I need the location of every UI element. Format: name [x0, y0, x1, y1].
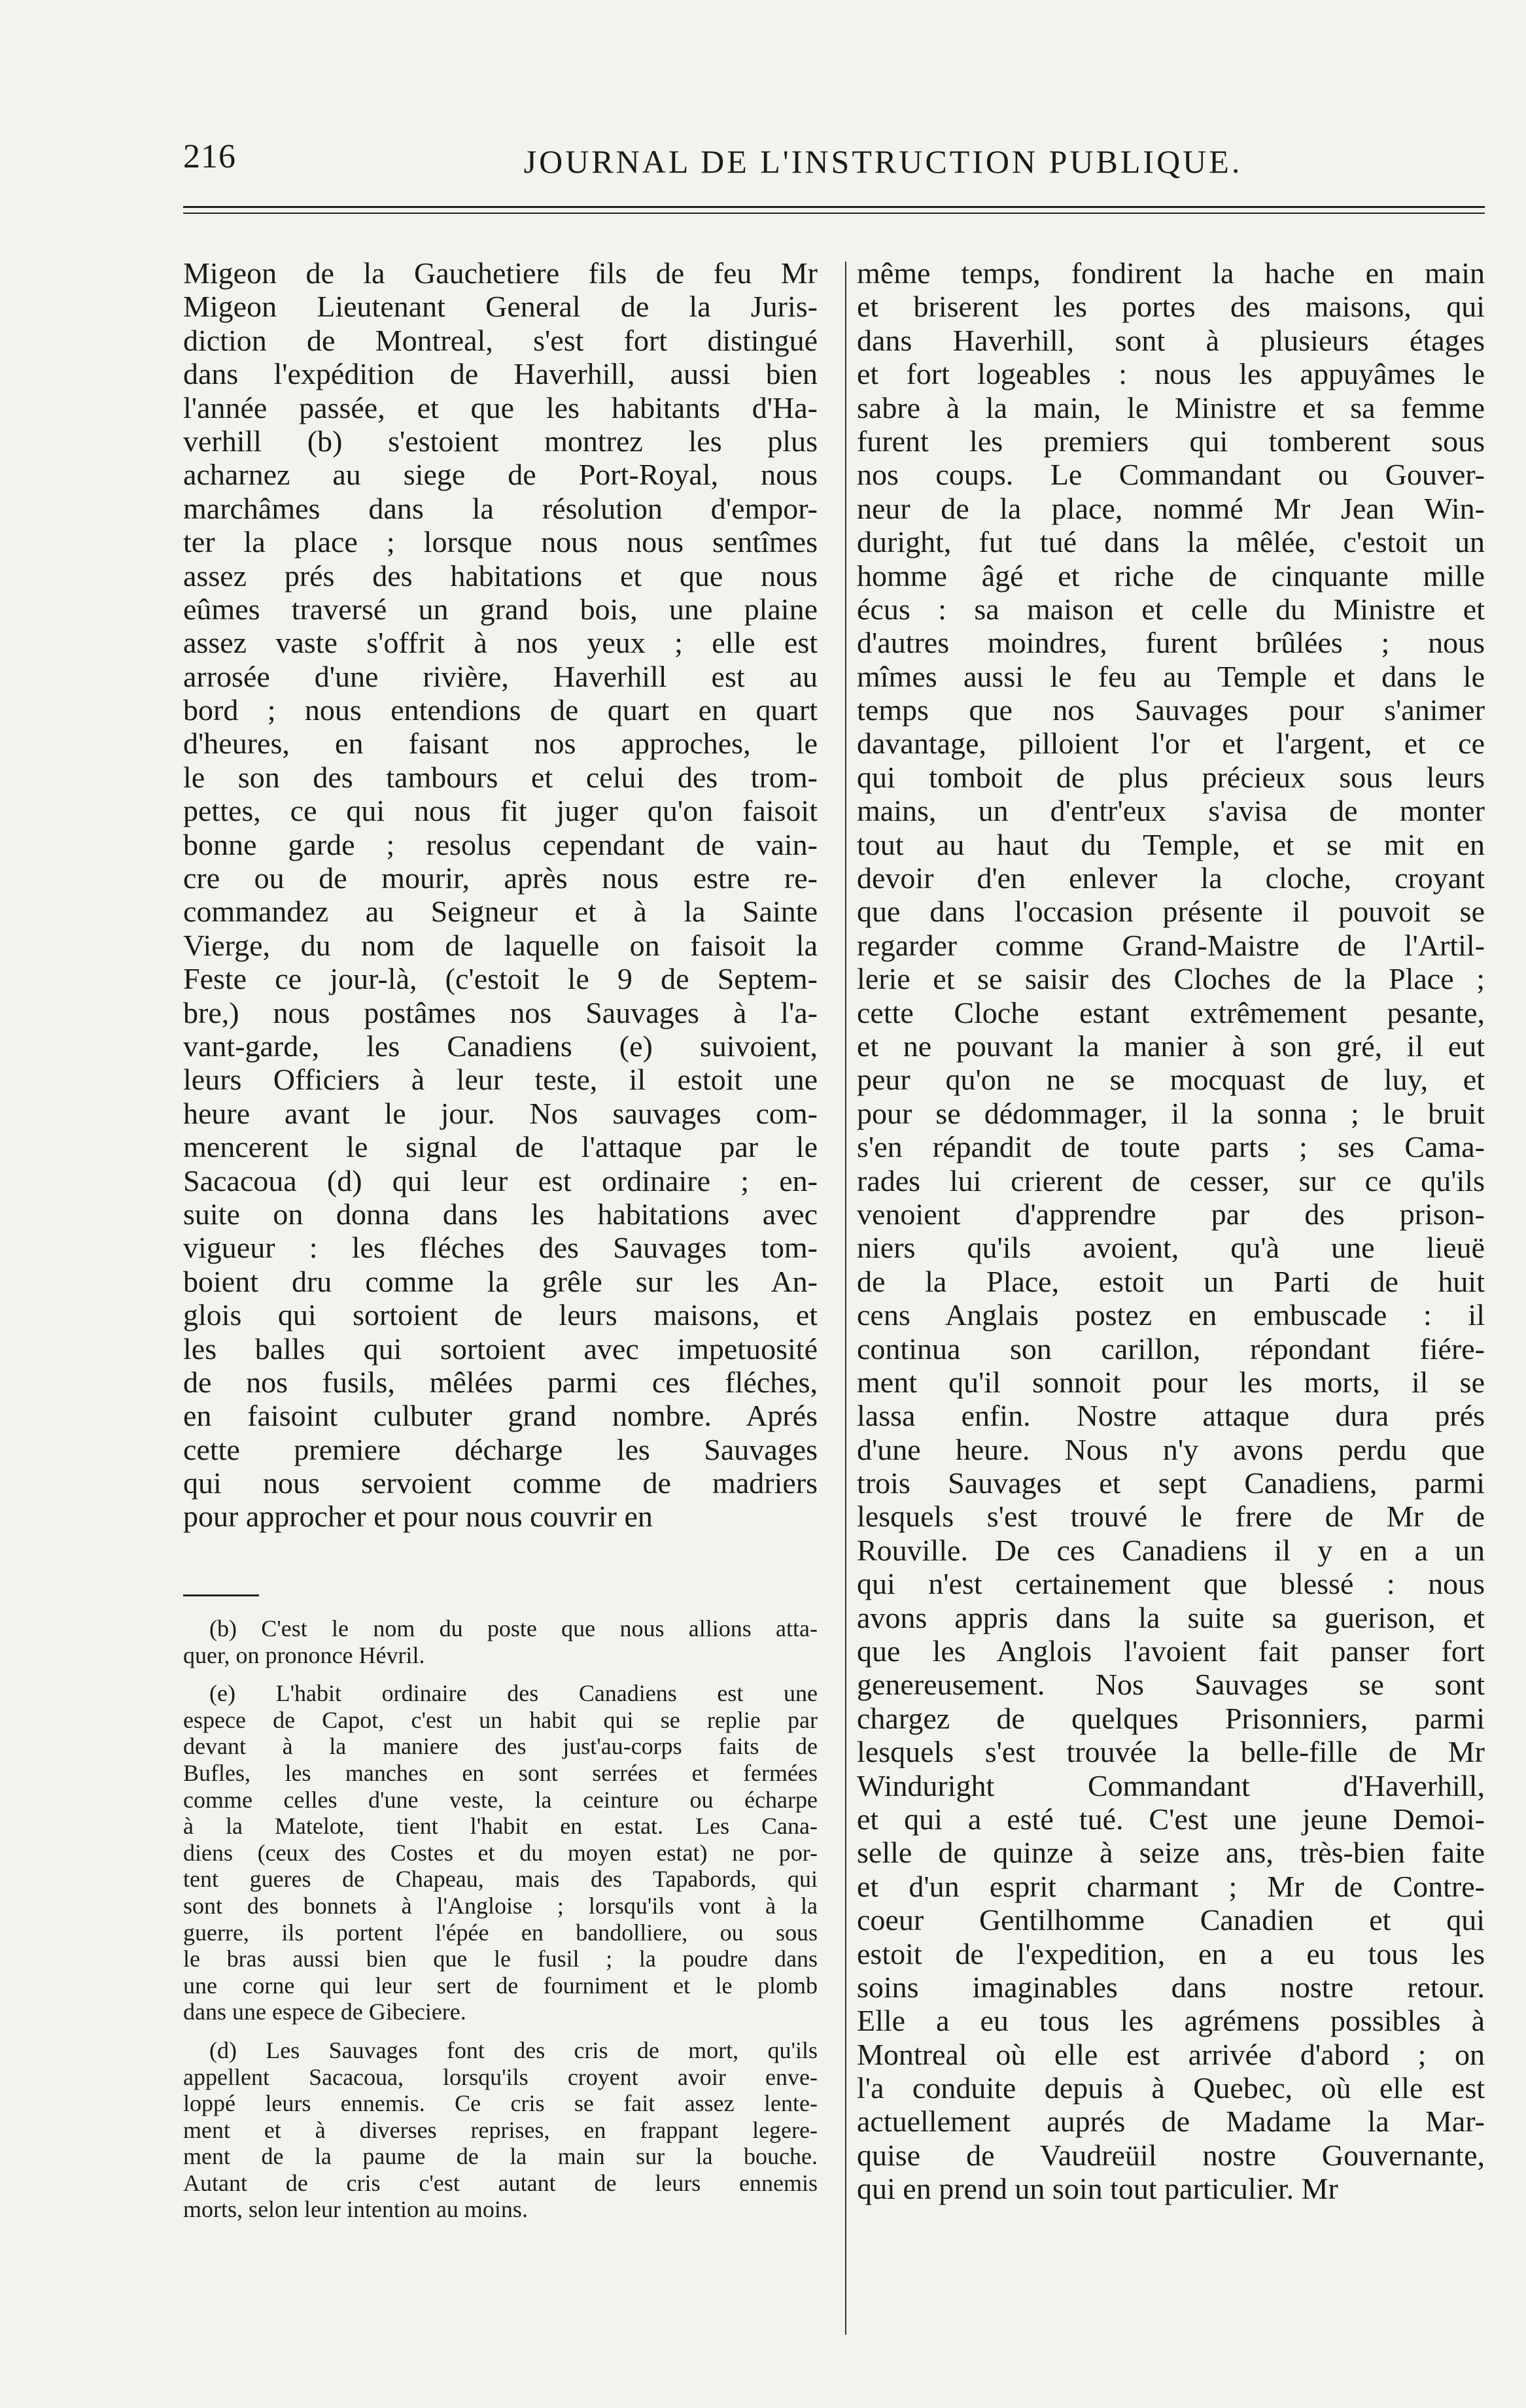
text-line: suite on donna dans les habitations avec	[183, 1197, 818, 1231]
footnote-line: Bufles, les manches en sont serrées et fermées	[183, 1759, 818, 1786]
text-line: qui en prend un soin tout particulier. Mr	[857, 2172, 1338, 2206]
footnote-line: ment de la paume de la main sur la bouche.	[183, 2143, 818, 2170]
text-line: duright, fut tué dans la mêlée, c'estoit un	[857, 525, 1485, 559]
text-line: les balles qui sortoient avec impetuosité	[183, 1332, 818, 1366]
text-line: mencerent le signal de l'attaque par le	[183, 1130, 818, 1164]
text-line: regarder comme Grand-Maistre de l'Artil-	[857, 928, 1485, 962]
text-line: écus : sa maison et celle du Ministre et	[857, 592, 1485, 626]
text-line: verhill (b) s'estoient montrez les plus	[183, 424, 818, 458]
text-line: et fort logeables : nous les appuyâmes le	[857, 357, 1485, 391]
text-line: pour approcher et pour nous couvrir en	[183, 1500, 653, 1534]
text-line: s'en répandit de toute parts ; ses Cama-	[857, 1130, 1485, 1164]
text-line: quise de Vaudreüil nostre Gouvernante,	[857, 2138, 1485, 2172]
text-line: Feste ce jour-là, (c'estoit le 9 de Septem-	[183, 962, 818, 996]
text-line: Montreal où elle est arrivée d'abord ; on	[857, 2037, 1485, 2071]
text-line: leurs Officiers à leur teste, il estoit une	[183, 1063, 818, 1097]
text-line: glois qui sortoient de leurs maisons, et	[183, 1298, 818, 1332]
text-line: rades lui crierent de cesser, sur ce qu'ils	[857, 1163, 1485, 1197]
text-line: coeur Gentilhomme Canadien et qui	[857, 1903, 1485, 1937]
footnote-line: (b) C'est le nom du poste que nous allions atta-	[209, 1615, 818, 1642]
text-line: d'une heure. Nous n'y avons perdu que	[857, 1432, 1485, 1466]
text-line: l'a conduite depuis à Quebec, où elle est	[857, 2071, 1485, 2105]
text-line: ment qu'il sonnoit pour les morts, il se	[857, 1365, 1485, 1399]
text-line: qui nous servoient comme de madriers	[183, 1466, 818, 1500]
left-column	[183, 256, 818, 1534]
text-line: assez vaste s'offrit à nos yeux ; elle est	[183, 626, 818, 660]
running-header	[183, 131, 1485, 196]
header-rule	[183, 206, 1485, 208]
footnote-line: loppé leurs ennemis. Ce cris se fait assez lente-	[183, 2090, 818, 2117]
footnote-line: (d) Les Sauvages font des cris de mort, qu'ils	[209, 2037, 818, 2063]
footnote	[183, 1615, 818, 1668]
text-line: Vierge, du nom de laquelle on faisoit la	[183, 928, 818, 962]
text-line: bre,) nous postâmes nos Sauvages à l'a-	[183, 995, 818, 1029]
footnote-line: devant à la maniere des just'au-corps faits de	[183, 1733, 818, 1760]
text-line: temps que nos Sauvages pour s'animer	[857, 693, 1485, 727]
header-rule-thin	[183, 213, 1485, 214]
text-line: dans Haverhill, sont à plusieurs étages	[857, 323, 1485, 357]
text-line: trois Sauvages et sept Canadiens, parmi	[857, 1466, 1485, 1500]
footnote-line: guerre, ils portent l'épée en bandolliere, ou sous	[183, 1919, 818, 1946]
text-line: bonne garde ; resolus cependant de vain-	[183, 827, 818, 861]
footnote	[183, 1680, 818, 2025]
text-line: qui n'est certainement que blessé : nous	[857, 1567, 1485, 1601]
text-line: cette Cloche estant extrêmement pesante,	[857, 995, 1485, 1029]
text-line: assez prés des habitations et que nous	[183, 559, 818, 593]
text-line: en faisoint culbuter grand nombre. Aprés	[183, 1399, 818, 1433]
text-line: que dans l'occasion présente il pouvoit se	[857, 895, 1485, 929]
footnote-line: une corne qui leur sert de fourniment et le plomb	[183, 1972, 818, 1999]
text-line: même temps, fondirent la hache en main	[857, 256, 1485, 290]
text-line: venoient d'apprendre par des prison-	[857, 1197, 1485, 1231]
footnotes	[183, 1615, 818, 2235]
text-line: avons appris dans la suite sa guerison, et	[857, 1600, 1485, 1634]
footnote-line: ment et à diverses reprises, en frappant legere-	[183, 2116, 818, 2143]
text-line: Migeon de la Gauchetiere fils de feu Mr	[183, 256, 818, 290]
footnote-line: quer, on prononce Hévril.	[183, 1642, 425, 1668]
text-line: de nos fusils, mêlées parmi ces fléches,	[183, 1365, 818, 1399]
footnote-line: sont des bonnets à l'Angloise ; lorsqu'ils vont à la	[183, 1892, 818, 1919]
footnote-line: le bras aussi bien que le fusil ; la poudre dans	[183, 1946, 818, 1972]
footnote-line: à la Matelote, tient l'habit en estat. Les Cana-	[183, 1813, 818, 1840]
footnote	[183, 2037, 818, 2223]
text-line: cette premiere décharge les Sauvages	[183, 1432, 818, 1466]
text-line: Elle a eu tous les agrémens possibles à	[857, 2004, 1485, 2038]
text-line: et ne pouvant la manier à son gré, il eut	[857, 1029, 1485, 1063]
text-line: Rouville. De ces Canadiens il y en a un	[857, 1533, 1485, 1567]
text-line: devoir d'en enlever la cloche, croyant	[857, 861, 1485, 895]
text-line: que les Anglois l'avoient fait panser fort	[857, 1634, 1485, 1668]
footnote-line: diens (ceux des Costes et du moyen estat) ne por-	[183, 1839, 818, 1866]
text-line: continua son carillon, répondant fiére-	[857, 1332, 1485, 1366]
text-line: cre ou de mourir, après nous estre re-	[183, 861, 818, 895]
text-line: ter la place ; lorsque nous nous sentîmes	[183, 525, 818, 559]
text-line: soins imaginables dans nostre retour.	[857, 1970, 1485, 2004]
footnote-line: comme celles d'une veste, la ceinture ou écharpe	[183, 1786, 818, 1813]
running-title: JOURNAL DE L'INSTRUCTION PUBLIQUE.	[523, 143, 1243, 180]
text-line: pettes, ce qui nous fit juger qu'on faisoit	[183, 794, 818, 828]
text-line: l'année passée, et que les habitants d'Ha-	[183, 390, 818, 424]
text-line: arrosée d'une rivière, Haverhill est au	[183, 659, 818, 693]
footnote-line: tent gueres de Chapeau, mais des Tapabords, qui	[183, 1866, 818, 1893]
text-line: vant-garde, les Canadiens (e) suivoient,	[183, 1029, 818, 1063]
text-line: le son des tambours et celui des trom-	[183, 760, 818, 794]
text-line: neur de la place, nommé Mr Jean Win-	[857, 491, 1485, 525]
text-line: Sacacoua (d) qui leur est ordinaire ; en-	[183, 1163, 818, 1197]
text-line: mîmes aussi le feu au Temple et dans le	[857, 659, 1485, 693]
text-line: pour se dédommager, il la sonna ; le bruit	[857, 1096, 1485, 1130]
text-line: sabre à la main, le Ministre et sa femme	[857, 390, 1485, 424]
footnote-line: Autant de cris c'est autant de leurs ennemis	[183, 2169, 818, 2196]
text-line: cens Anglais postez en embuscade : il	[857, 1298, 1485, 1332]
text-line: de la Place, estoit un Parti de huit	[857, 1264, 1485, 1298]
text-line: et d'un esprit charmant ; Mr de Contre-	[857, 1869, 1485, 1903]
text-line: marchâmes dans la résolution d'empor-	[183, 491, 818, 525]
text-line: commandez au Seigneur et à la Sainte	[183, 895, 818, 929]
text-line: lassa enfin. Nostre attaque dura prés	[857, 1399, 1485, 1433]
text-line: genereusement. Nos Sauvages se sont	[857, 1668, 1485, 1702]
text-line: et briserent les portes des maisons, qui	[857, 290, 1485, 324]
footnote-rule	[183, 1594, 259, 1596]
text-line: lesquels s'est trouvée la belle-fille de Mr	[857, 1735, 1485, 1769]
text-line: bord ; nous entendions de quart en quart	[183, 693, 818, 727]
text-line: lerie et se saisir des Cloches de la Place ;	[857, 962, 1485, 996]
text-line: d'heures, en faisant nos approches, le	[183, 727, 818, 761]
text-line: nos coups. Le Commandant ou Gouver-	[857, 458, 1485, 492]
text-line: eûmes traversé un grand bois, une plaine	[183, 592, 818, 626]
text-line: boient dru comme la grêle sur les An-	[183, 1264, 818, 1298]
page-number: 216	[183, 138, 236, 175]
text-line: furent les premiers qui tomberent sous	[857, 424, 1485, 458]
text-line: acharnez au siege de Port-Royal, nous	[183, 458, 818, 492]
text-line: et qui a esté tué. C'est une jeune Demoi-	[857, 1802, 1485, 1836]
text-line: estoit de l'expedition, en a eu tous les	[857, 1936, 1485, 1970]
column-divider	[845, 262, 846, 2335]
footnote-line: appellent Sacacoua, lorsqu'ils croyent avoir enve-	[183, 2063, 818, 2090]
text-line: chargez de quelques Prisonniers, parmi	[857, 1701, 1485, 1735]
text-line: heure avant le jour. Nos sauvages com-	[183, 1096, 818, 1130]
footnote-line: (e) L'habit ordinaire des Canadiens est une	[209, 1680, 818, 1707]
text-line: vigueur : les fléches des Sauvages tom-	[183, 1231, 818, 1265]
footnote-line: dans une espece de Gibeciere.	[183, 1999, 466, 2025]
text-line: niers qu'ils avoient, qu'à une lieuë	[857, 1231, 1485, 1265]
text-line: selle de quinze à seize ans, très-bien faite	[857, 1836, 1485, 1870]
text-line: lesquels s'est trouvé le frere de Mr de	[857, 1500, 1485, 1534]
text-line: mains, un d'entr'eux s'avisa de monter	[857, 794, 1485, 828]
text-line: homme âgé et riche de cinquante mille	[857, 559, 1485, 593]
text-line: peur qu'on ne se mocquast de luy, et	[857, 1063, 1485, 1097]
text-line: Winduright Commandant d'Haverhill,	[857, 1768, 1485, 1802]
text-line: tout au haut du Temple, et se mit en	[857, 827, 1485, 861]
footnote-line: morts, selon leur intention au moins.	[183, 2196, 528, 2223]
text-line: davantage, pilloient l'or et l'argent, et ce	[857, 727, 1485, 761]
text-line: qui tomboit de plus précieux sous leurs	[857, 760, 1485, 794]
right-column	[857, 256, 1485, 2206]
text-line: dans l'expédition de Haverhill, aussi bien	[183, 357, 818, 391]
footnote-line: espece de Capot, c'est un habit qui se replie par	[183, 1706, 818, 1733]
text-line: diction de Montreal, s'est fort distingué	[183, 323, 818, 357]
text-line: Migeon Lieutenant General de la Juris-	[183, 290, 818, 324]
text-line: actuellement auprés de Madame la Mar-	[857, 2105, 1485, 2139]
text-line: d'autres moindres, furent brûlées ; nous	[857, 626, 1485, 660]
